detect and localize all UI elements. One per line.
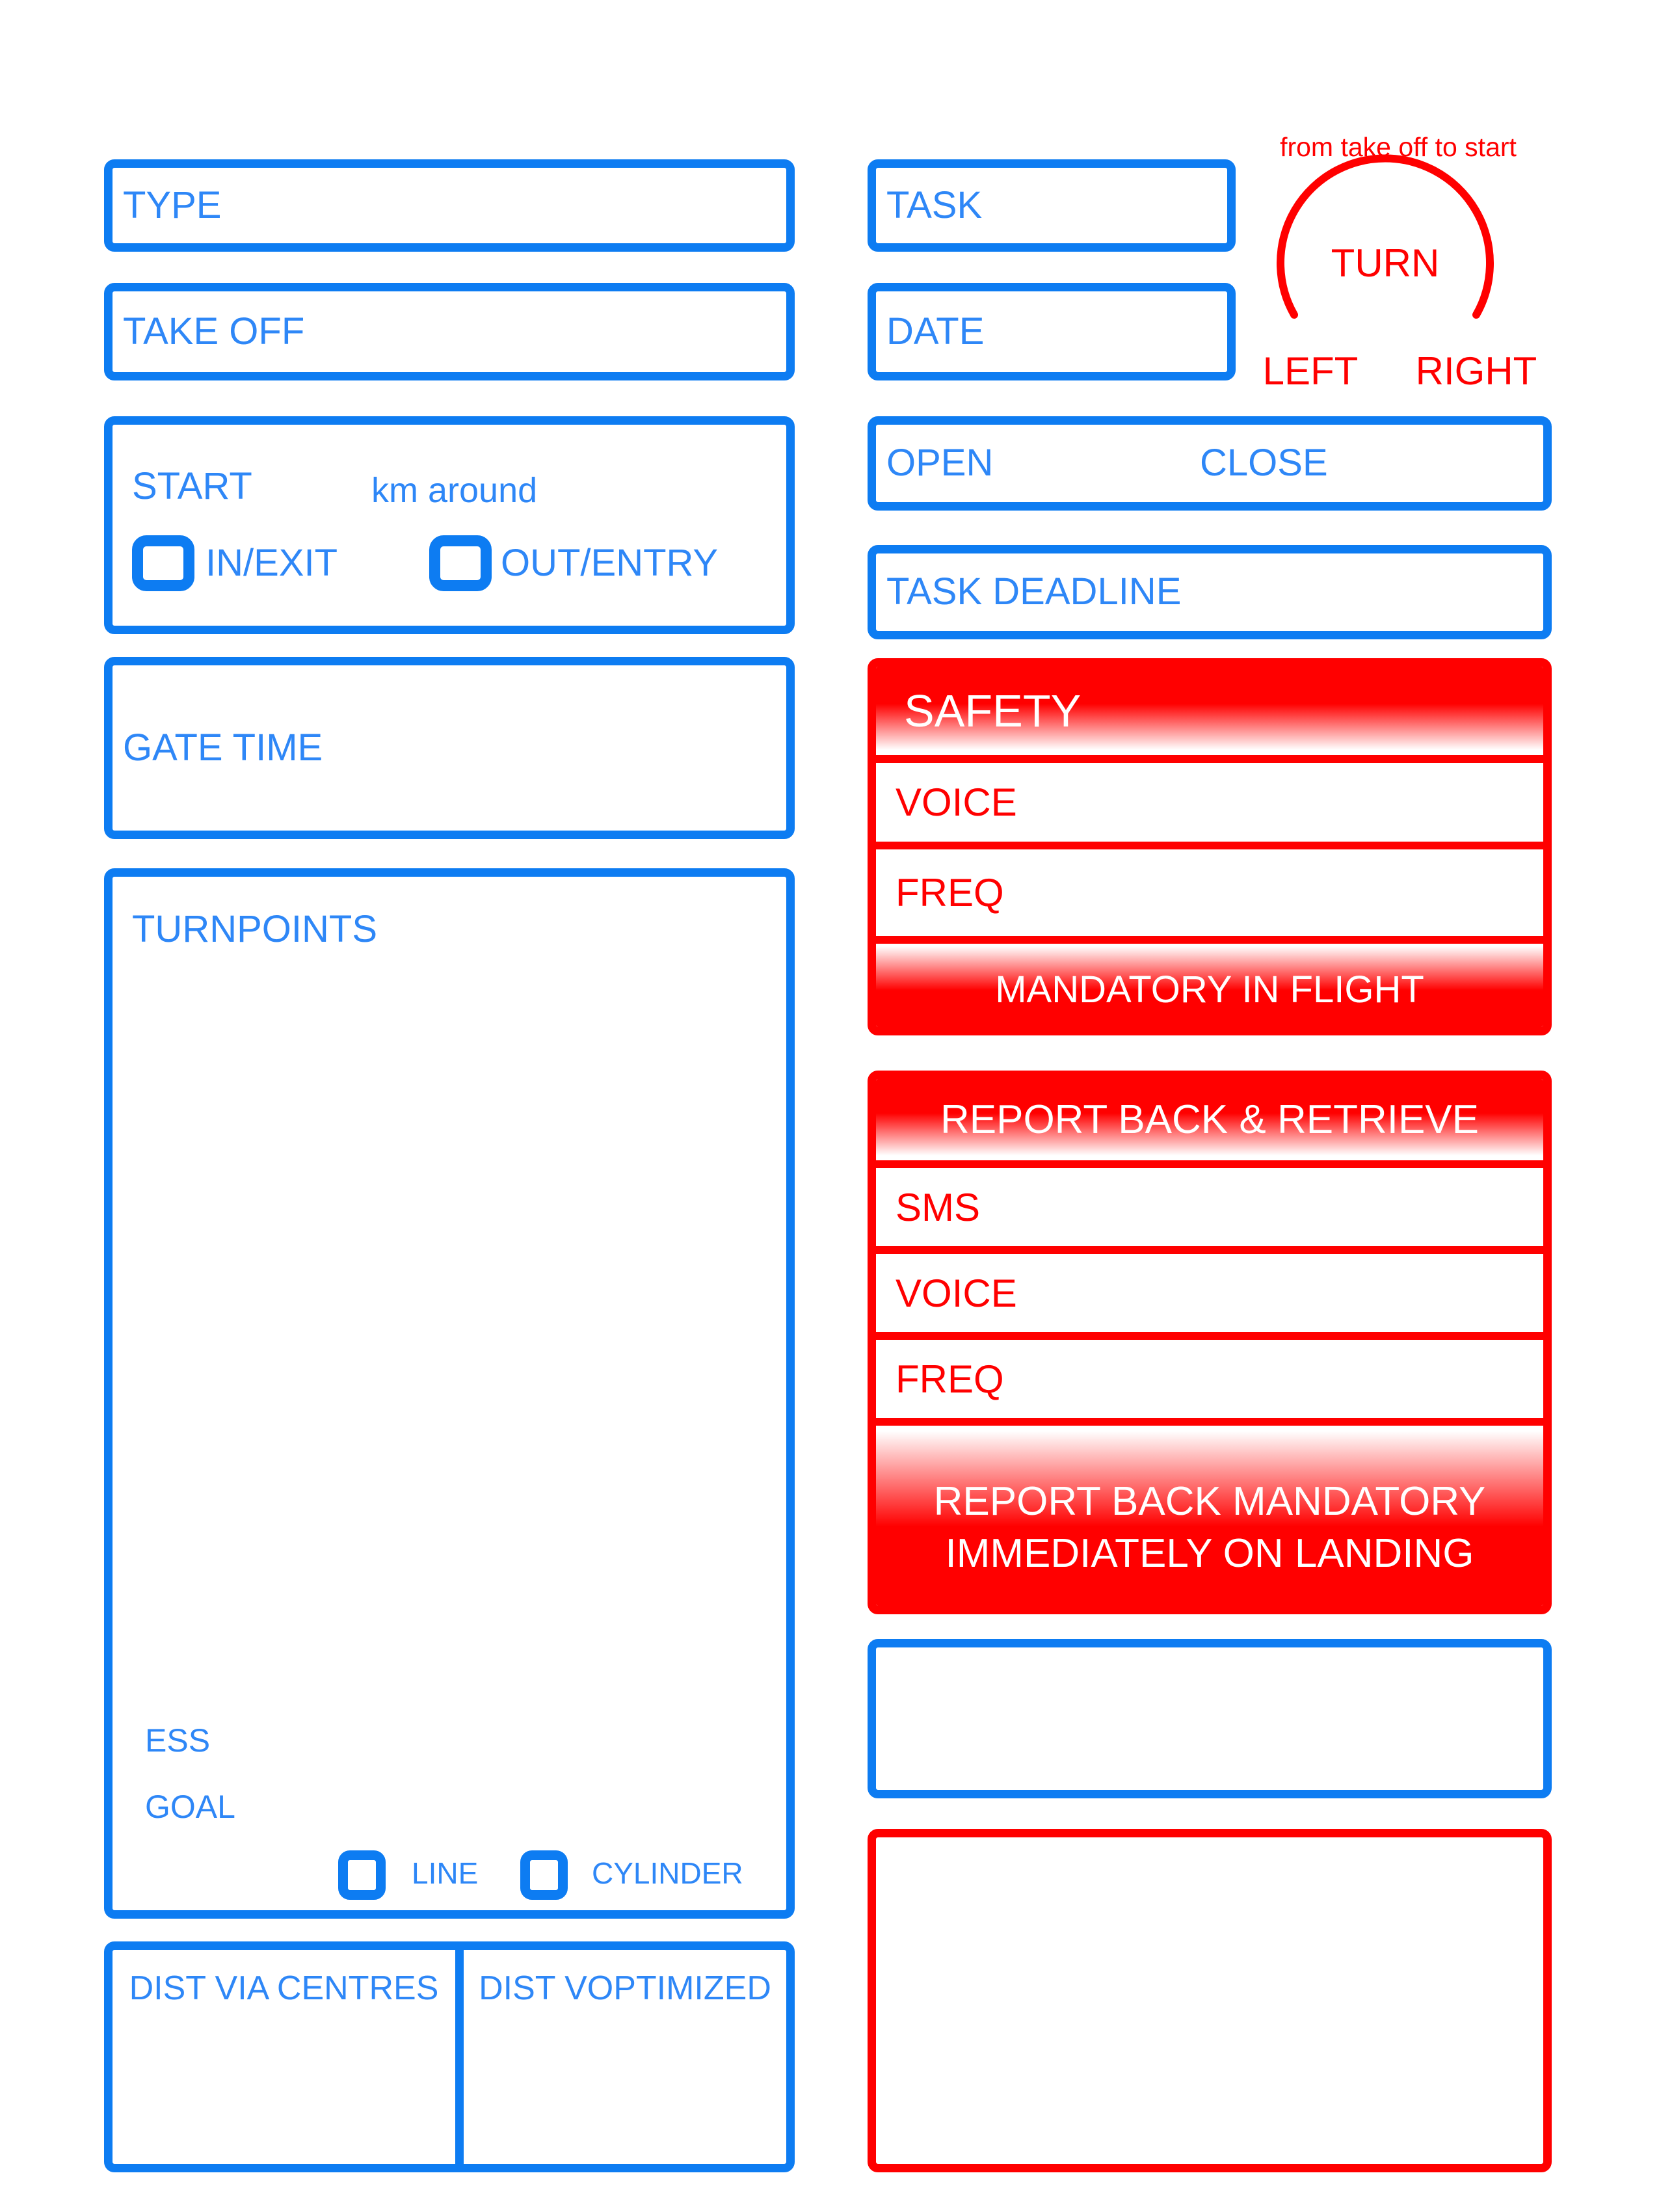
close-label: CLOSE <box>1200 442 1328 484</box>
report-divider-3 <box>876 1332 1543 1340</box>
safety-freq-row <box>876 849 1543 936</box>
cylinder-checkbox[interactable] <box>520 1850 568 1900</box>
turn-left-label: LEFT <box>1262 349 1359 393</box>
date-field-box <box>868 283 1236 380</box>
report-divider-2 <box>876 1246 1543 1254</box>
turn-arc-icon <box>1271 151 1499 326</box>
report-voice-row <box>876 1254 1543 1332</box>
safety-header <box>876 667 1543 755</box>
dist-voptimized-label: DIST VOPTIMIZED <box>479 1969 771 2007</box>
task-field-box <box>868 159 1236 252</box>
report-freq-row <box>876 1340 1543 1418</box>
task-label: TASK <box>886 183 983 226</box>
gate-time-field-box <box>104 657 795 839</box>
safety-freq-label: FREQ <box>896 871 1004 914</box>
task-deadline-field-box <box>868 545 1552 639</box>
take-off-field-box <box>104 283 795 380</box>
report-divider-4 <box>876 1418 1543 1426</box>
in-exit-label: IN/EXIT <box>206 542 338 584</box>
turnpoints-field-box <box>104 868 795 1919</box>
dist-via-centres-label: DIST VIA CENTRES <box>129 1969 439 2007</box>
report-divider-1 <box>876 1160 1543 1168</box>
turn-caption-label: from take off to start <box>1280 132 1517 162</box>
gate-time-label: GATE TIME <box>123 726 323 769</box>
out-entry-checkbox[interactable] <box>429 535 492 591</box>
goal-label: GOAL <box>145 1789 235 1825</box>
report-mandatory-banner <box>876 1426 1543 1606</box>
empty-red-field-box <box>868 1829 1552 2172</box>
start-field-box <box>104 416 795 634</box>
safety-mandatory-banner <box>876 944 1543 1027</box>
turn-label: TURN <box>1331 241 1440 285</box>
ess-label: ESS <box>145 1722 211 1759</box>
safety-divider-2 <box>876 842 1543 849</box>
task-deadline-label: TASK DEADLINE <box>886 570 1182 613</box>
safety-panel <box>868 658 1552 1035</box>
safety-title: SAFETY <box>904 686 1082 736</box>
safety-voice-row <box>876 763 1543 842</box>
take-off-label: TAKE OFF <box>123 310 305 353</box>
type-label: TYPE <box>123 183 222 226</box>
type-field-box <box>104 159 795 252</box>
turnpoints-label: TURNPOINTS <box>132 908 377 950</box>
report-voice-label: VOICE <box>896 1271 1017 1315</box>
report-mandatory-line1: REPORT BACK MANDATORY <box>933 1478 1486 1524</box>
distances-divider <box>455 1950 464 2164</box>
safety-voice-label: VOICE <box>896 780 1017 824</box>
report-back-header <box>876 1079 1543 1160</box>
open-label: OPEN <box>886 442 994 484</box>
date-label: DATE <box>886 310 985 353</box>
window-open-close-box <box>868 416 1552 511</box>
out-entry-label: OUT/ENTRY <box>501 542 719 584</box>
report-mandatory-line2: IMMEDIATELY ON LANDING <box>945 1530 1474 1576</box>
line-checkbox[interactable] <box>338 1850 386 1900</box>
report-freq-label: FREQ <box>896 1357 1004 1401</box>
report-sms-row <box>876 1168 1543 1246</box>
start-label: START <box>132 465 252 507</box>
report-back-title: REPORT BACK & RETRIEVE <box>940 1097 1480 1142</box>
km-around-label: km around <box>371 471 538 510</box>
report-back-panel <box>868 1071 1552 1614</box>
line-label: LINE <box>412 1856 479 1890</box>
report-sms-label: SMS <box>896 1185 981 1229</box>
empty-blue-field-box <box>868 1639 1552 1798</box>
cylinder-label: CYLINDER <box>592 1856 743 1890</box>
turn-right-label: RIGHT <box>1415 349 1537 393</box>
distances-box <box>104 1941 795 2172</box>
in-exit-checkbox[interactable] <box>132 535 194 591</box>
safety-divider-3 <box>876 936 1543 944</box>
safety-mandatory-label: MANDATORY IN FLIGHT <box>995 968 1424 1011</box>
safety-divider-1 <box>876 755 1543 763</box>
